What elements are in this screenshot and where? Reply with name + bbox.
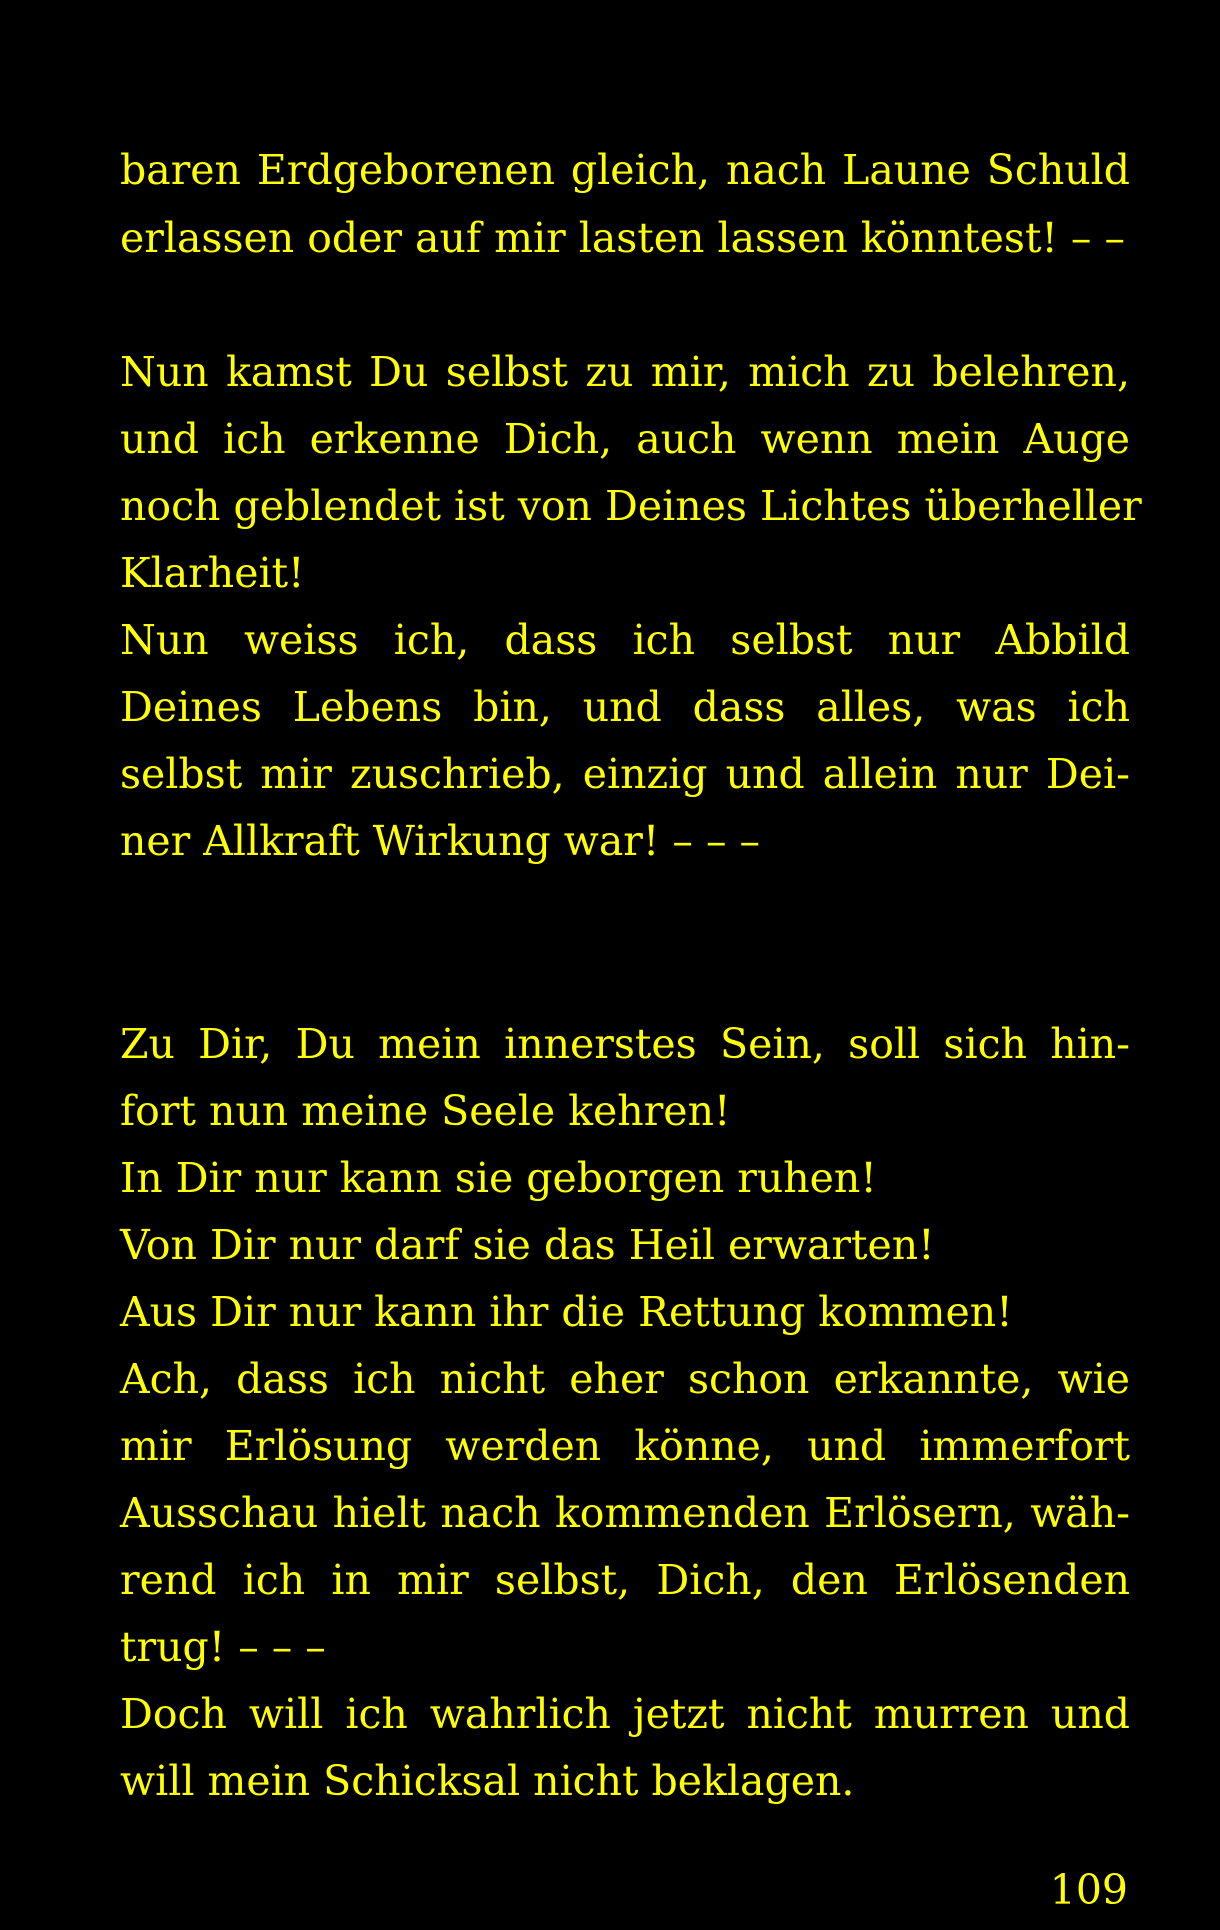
text-line: rend ich in mir selbst, Dich, den Erlösenden [120, 1556, 1130, 1604]
text-line: ner Allkraft Wirkung war! – – – [120, 817, 760, 865]
text-line: fort nun meine Seele kehren! [120, 1087, 731, 1135]
text-line: trug! – – – [120, 1623, 326, 1671]
text-line: Ach, dass ich nicht eher schon erkannte, wie [120, 1355, 1130, 1403]
text-line: Von Dir nur darf sie das Heil erwarten! [120, 1221, 935, 1269]
text-line: Nun weiss ich, dass ich selbst nur Abbild [120, 616, 1130, 664]
page-number: 109 [1049, 1866, 1128, 1914]
text-line: selbst mir zuschrieb, einzig und allein nur Dei- [120, 750, 1130, 798]
text-line: will mein Schicksal nicht beklagen. [120, 1757, 855, 1805]
text-line: Ausschau hielt nach kommenden Erlösern, wäh- [120, 1489, 1130, 1537]
text-line: baren Erdgeborenen gleich, nach Laune Schuld [120, 146, 1130, 194]
text-line: Klarheit! [120, 549, 305, 597]
text-line: Nun kamst Du selbst zu mir, mich zu belehren, [120, 348, 1130, 396]
text-line: Zu Dir, Du mein innerstes Sein, soll sich hin- [120, 1020, 1130, 1068]
text-line: erlassen oder auf mir lasten lassen könntest! – – [120, 214, 1125, 262]
text-line: Aus Dir nur kann ihr die Rettung kommen! [120, 1288, 1013, 1336]
text-line: Deines Lebens bin, und dass alles, was ich [120, 683, 1130, 731]
text-line: mir Erlösung werden könne, und immerfort [120, 1422, 1130, 1470]
text-line: und ich erkenne Dich, auch wenn mein Auge [120, 415, 1130, 463]
text-line: Doch will ich wahrlich jetzt nicht murren und [120, 1690, 1130, 1738]
text-line: In Dir nur kann sie geborgen ruhen! [120, 1154, 877, 1202]
text-line: noch geblendet ist von Deines Lichtes überheller [120, 482, 1142, 530]
